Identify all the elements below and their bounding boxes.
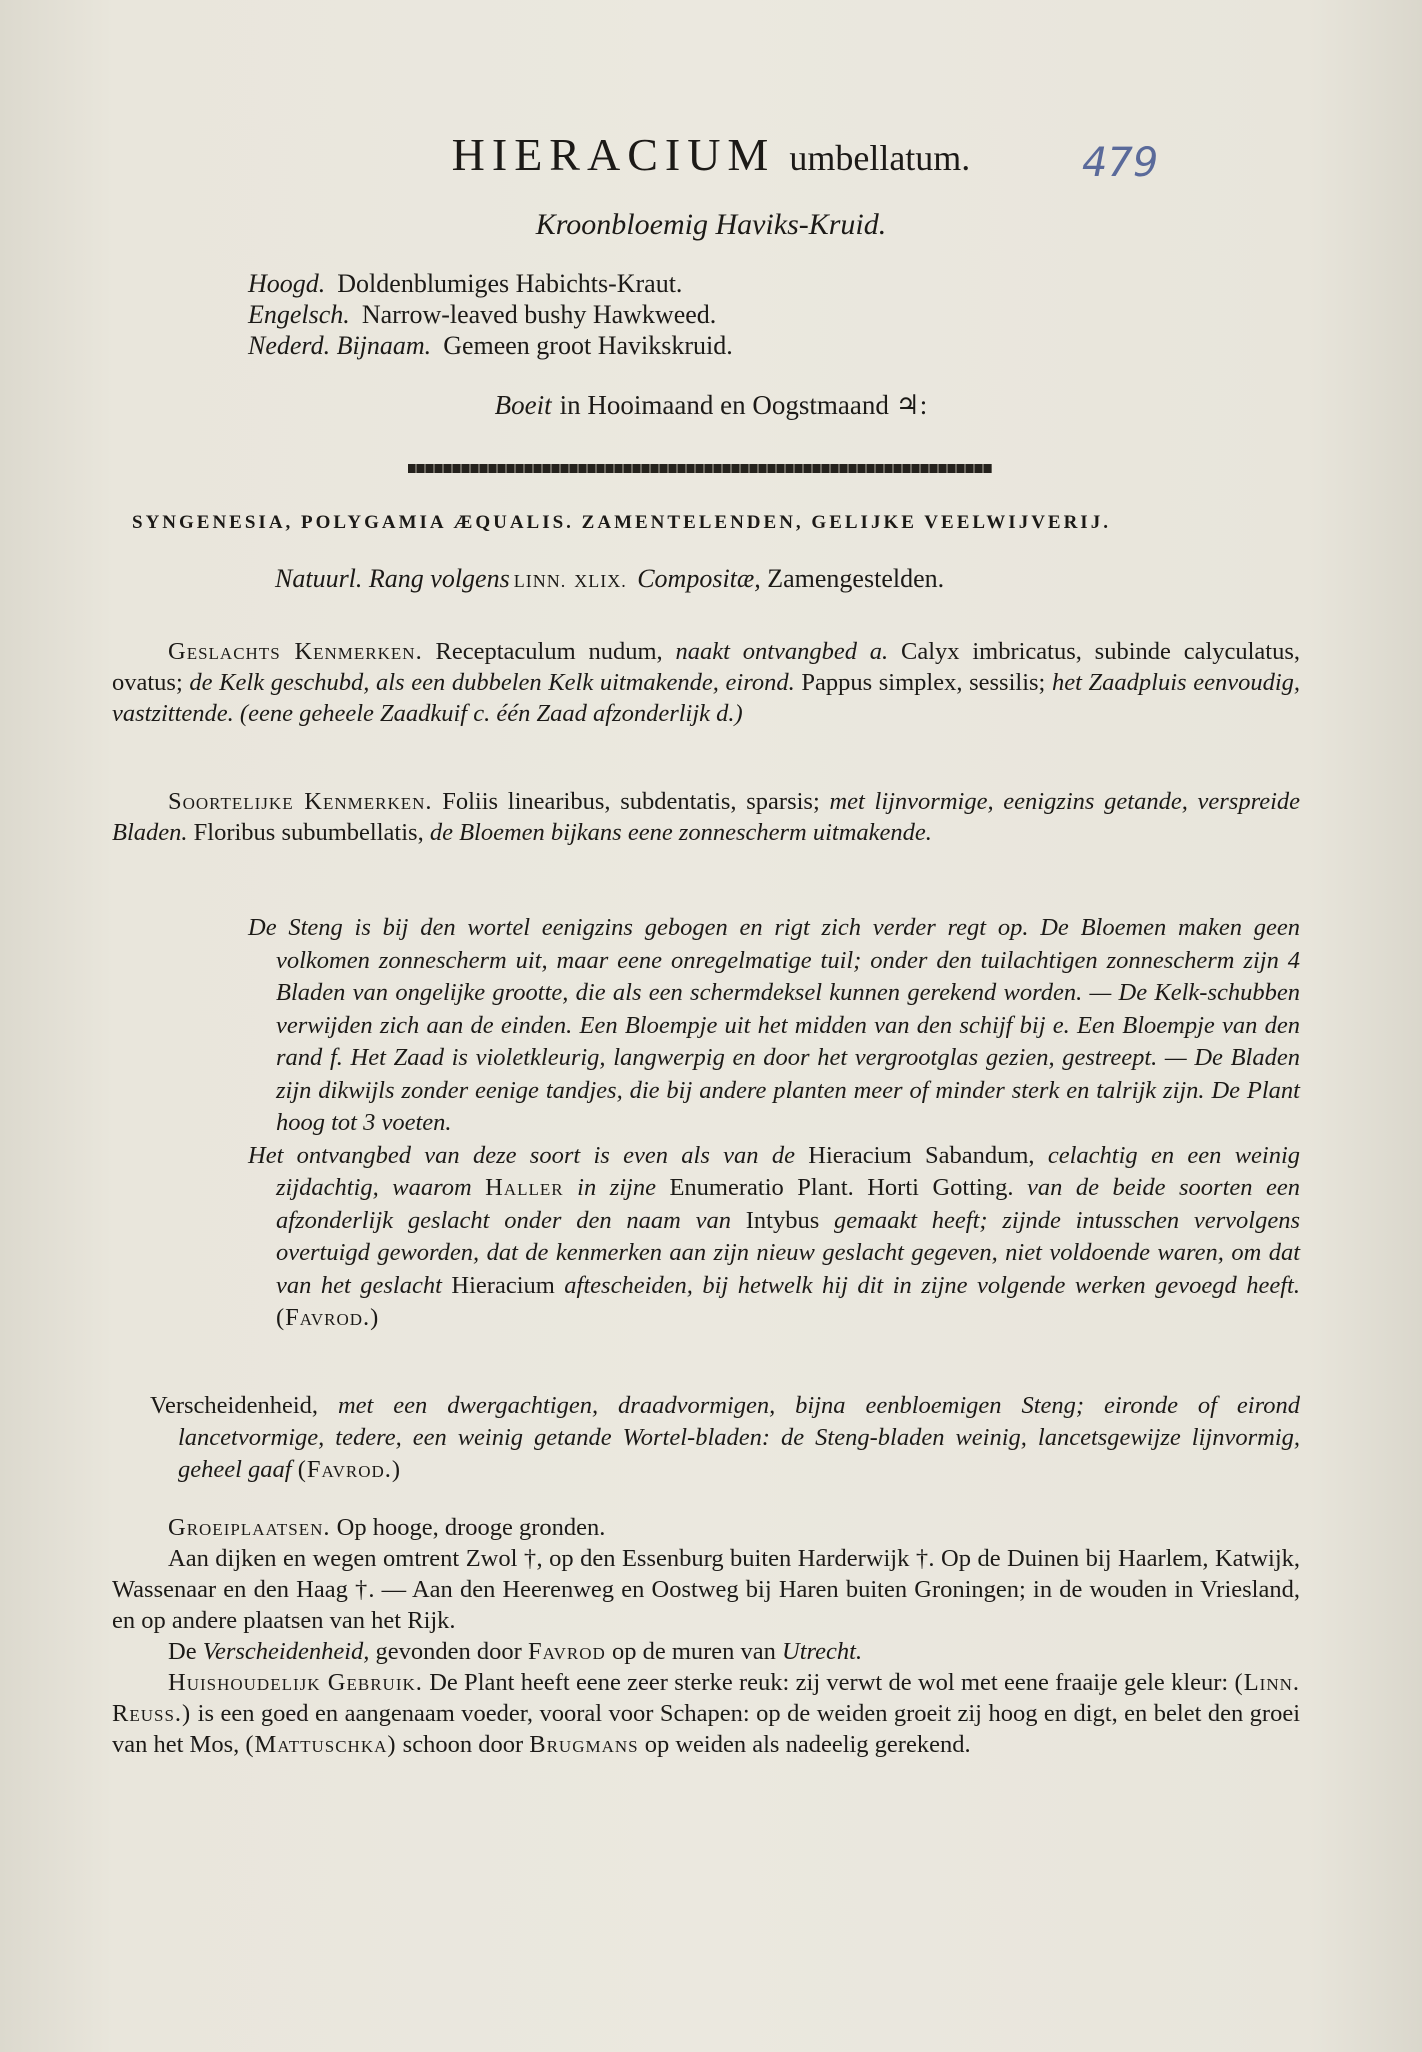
habitat-and-uses: Groeiplaatsen. Op hooge, drooge gronden. Aan dijken en wegen omtrent Zwol †, op den Essenburg buiten Harderwijk †. Op de Duinen bij Haarlem, Katwijk, Wassenaar en den Haag †. — Aan den Heerenweg en Oostweg bij Haren buiten Groningen; in de wouden in Vriesland, en op andere plaatsen van het Rijk. De Verscheidenheid, gevonden door Favrod op de muren van Utrecht. Huishoudelijk Gebruik. De Plant heeft eene zeer sterke reuk: zij verwt de wol met eene fraaije gele kleur: (Linn. Reuss.) is een goed en aangenaam voeder, vooral voor Schapen: op de weiden groeit zij hoog en digt, en belet den groei van het Mos, (Mattuschka) schoon door Brugmans op weiden als nadeelig gerekend. [112,1514,1301,1758]
natural-rank: Natuurl. Rang volgens LINN. XLIX. Compositæ, Zamengestelden. [275,564,945,593]
plant-description [248,912,1300,1335]
name-row-english: Engelsch. Narrow-leaved bushy Hawkweed. [248,300,717,329]
species-name: umbellatum. [789,138,971,178]
vernacular-names [248,268,733,361]
section-heading: Groeiplaatsen. [168,1514,331,1541]
description-paragraph: De Steng is bij den wortel eenigzins gebogen en rigt zich verder regt op. De Bloemen maken geen volkomen zonnescherm uit, maar eene onregelmatige tuil; onder den tuilachtigen zonnescherm zijn 4 Bladen van ongelijke grootte, die als een schermdeksel kunnen gerekend worden. — De Kelk-schubben verwijden zich aan de einden. Een Bloempje uit het midden van den schijf bij e. Een Bloempje van den rand f. Het Zaad is violetkleurig, langwerpig en door het vergrootglas gezien, gestreept. — De Bladen zijn dikwijls zonder eenige tandjes, die bij andere planten meer of minder sterk en talrijk zijn. De Plant hoog tot 3 voeten. [248,914,1300,1136]
linnaean-classification: SYNGENESIA, POLYGAMIA ÆQUALIS. ZAMENTELENDEN, GELIJKE VEELWIJVERIJ. [132,512,1111,533]
dutch-name: Kroonbloemig Haviks-Kruid. [535,208,887,241]
page-title [0,128,1422,181]
variety-note: Verscheidenheid, met een dwergachtigen, draadvormigen, bijna eenbloemigen Steng; eironde of eirond lancetvormige, tedere, een weinig getande Wortel-bladen: de Steng-bladen weinig, lancetsgewijze lijnvormig, geheel gaaf (Favrod.) [150,1392,1300,1483]
genus-characters: Geslachts Kenmerken. Receptaculum nudum, naakt ontvangbed a. Calyx imbricatus, subinde calyculatus, ovatus; de Kelk geschubd, als een dubbelen Kelk uitmakende, eirond. Pappus simplex, sessilis; het Zaadpluis eenvoudig, vastzittende. (eene geheele Zaadkuif c. één Zaad afzonderlijk d.) [112,638,1301,727]
locations-text: Aan dijken en wegen omtrent Zwol †, op den Essenburg buiten Harderwijk †. Op de Duinen bij Haarlem, Katwijk, Wassenaar en den Haag †. — Aan den Heerenweg en Oostweg bij Haren buiten Groningen; in de wouden in Vriesland, en op andere plaatsen van het Rijk. [112,1545,1300,1634]
ornamental-divider [408,464,992,473]
section-heading: Huishoudelijk Gebruik. [168,1669,423,1696]
description-paragraph: Het ontvangbed van deze soort is even als van de Hieracium Sabandum, celachtig en een weinig zijdachtig, waarom Haller in zijne Enumeratio Plant. Horti Gotting. van de beide soorten een afzonderlijk geslacht onder den naam van Intybus gemaakt heeft; zijnde intusschen vervolgens overtuigd geworden, dat de kenmerken aan zijn nieuw geslacht gegeven, niet voldoende waren, om dat van het geslacht Hieracium aftescheiden, bij hetwelk hij dit in zijne volgende werken gevoegd heeft. (Favrod.) [248,1141,1301,1331]
section-heading: Soortelijke Kenmerken. [168,788,433,815]
perennial-symbol: ♃: [895,390,928,420]
household-use: Huishoudelijk Gebruik. De Plant heeft eene zeer sterke reuk: zij verwt de wol met eene fraaije gele kleur: (Linn. Reuss.) is een goed en aangenaam voeder, vooral voor Schapen: op de weiden groeit zij hoog en digt, en belet den groei van het Mos, (Mattuschka) schoon door Brugmans op weiden als nadeelig gerekend. [112,1669,1301,1758]
genus-name: HIERACIUM [451,129,776,180]
section-heading: Geslachts Kenmerken. [168,638,423,665]
name-row-german: Hoogd. Doldenblumiges Habichts-Kraut. [248,269,683,298]
bloom-period: Boeit in Hooimaand en Oogstmaand ♃: [494,390,928,420]
species-characters: Soortelijke Kenmerken. Foliis linearibus, subdentatis, sparsis; met lijnvormige, eenigzins getande, verspreide Bladen. Floribus subumbellatis, de Bloemen bijkans eene zonnescherm uitmakende. [112,788,1301,846]
name-row-dutch: Nederd. Bijnaam. Gemeen groot Havikskruid. [248,331,733,360]
handwritten-page-number: 479 [1082,140,1159,186]
variety-location: De Verscheidenheid, gevonden door Favrod op de muren van Utrecht. [168,1638,863,1665]
